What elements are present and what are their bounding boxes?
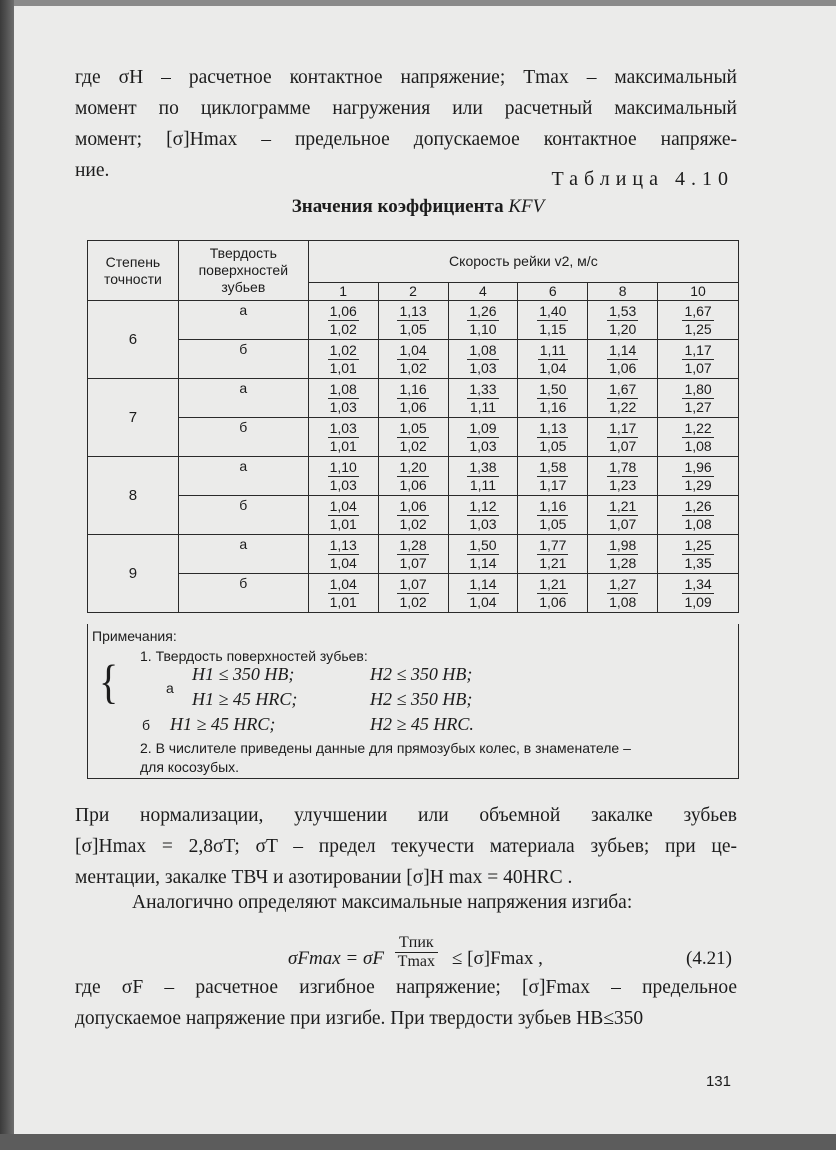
numerator-value: 1,16 xyxy=(539,497,567,514)
value-cell xyxy=(308,496,378,535)
notes-item-2-line2: для косозубых. xyxy=(140,759,240,775)
hardness-cell: б xyxy=(178,574,308,613)
numerator-value: 1,53 xyxy=(609,302,637,319)
denominator-value: 1,21 xyxy=(539,554,567,571)
kfv-table xyxy=(87,240,739,613)
value-cell xyxy=(518,535,588,574)
table-row xyxy=(88,418,739,457)
numerator-value: 1,38 xyxy=(469,458,497,475)
denominator-value: 1,02 xyxy=(399,359,427,376)
value-cell xyxy=(378,496,448,535)
formula-a2-right: H2 ≤ 350 HB; xyxy=(370,689,473,709)
numerator-value: 1,17 xyxy=(684,341,712,358)
value-cell xyxy=(658,457,739,496)
value-cell xyxy=(308,340,378,379)
denominator-value: 1,02 xyxy=(399,515,427,532)
fraction-denominator: Tmax xyxy=(397,953,435,970)
numerator-value: 1,67 xyxy=(684,302,712,319)
numerator-value: 1,02 xyxy=(329,341,357,358)
denominator-value: 1,05 xyxy=(539,437,567,454)
value-cell xyxy=(378,418,448,457)
denominator-value: 1,08 xyxy=(609,593,637,610)
formula-a1-left: H1 ≤ 350 HB; xyxy=(192,664,295,684)
text-line: где σH – расчетное контактное напряжение; Tmax – максимальный xyxy=(75,67,737,88)
denominator-value: 1,03 xyxy=(329,398,357,415)
denominator-value: 1,11 xyxy=(469,476,497,493)
numerator-value: 1,22 xyxy=(684,419,712,436)
denominator-value: 1,20 xyxy=(609,320,637,337)
numerator-value: 1,40 xyxy=(539,302,567,319)
value-cell xyxy=(378,457,448,496)
denominator-value: 1,03 xyxy=(469,437,497,454)
value-cell xyxy=(588,574,658,613)
value-cell xyxy=(308,457,378,496)
denominator-value: 1,25 xyxy=(684,320,712,337)
degree-cell: 7 xyxy=(88,379,179,457)
denominator-value: 1,09 xyxy=(684,593,712,610)
denominator-value: 1,14 xyxy=(469,554,497,571)
numerator-value: 1,77 xyxy=(539,536,567,553)
numerator-value: 1,04 xyxy=(399,341,427,358)
hardness-cell: б xyxy=(178,496,308,535)
equation-fraction xyxy=(395,934,438,971)
denominator-value: 1,02 xyxy=(329,320,357,337)
value-cell xyxy=(308,574,378,613)
paragraph-4 xyxy=(75,972,737,1034)
table-title-text: Значения коэффициента xyxy=(291,196,504,217)
numerator-value: 1,13 xyxy=(539,419,567,436)
numerator-value: 1,05 xyxy=(399,419,427,436)
numerator-value: 1,78 xyxy=(609,458,637,475)
degree-cell: 9 xyxy=(88,535,179,613)
value-cell xyxy=(448,457,518,496)
hardness-cell: а xyxy=(178,457,308,496)
value-cell xyxy=(448,496,518,535)
value-cell xyxy=(378,379,448,418)
denominator-value: 1,03 xyxy=(469,515,497,532)
equation-rhs: ≤ [σ]Fmax , xyxy=(452,948,543,969)
numerator-value: 1,11 xyxy=(539,341,566,358)
numerator-value: 1,34 xyxy=(684,575,712,592)
denominator-value: 1,10 xyxy=(469,320,497,337)
value-cell xyxy=(308,301,378,340)
value-cell xyxy=(658,301,739,340)
value-cell xyxy=(658,418,739,457)
numerator-value: 1,28 xyxy=(399,536,427,553)
numerator-value: 1,25 xyxy=(684,536,712,553)
value-cell xyxy=(308,418,378,457)
denominator-value: 1,04 xyxy=(469,593,497,610)
brace-icon: { xyxy=(99,654,119,709)
table-notes xyxy=(87,624,739,779)
numerator-value: 1,16 xyxy=(399,380,427,397)
degree-cell: 6 xyxy=(88,301,179,379)
table-label: Таблица 4.10 xyxy=(551,168,734,190)
numerator-value: 1,50 xyxy=(469,536,497,553)
header-hardness: Твердость поверхностей зубьев xyxy=(178,241,308,301)
denominator-value: 1,06 xyxy=(609,359,637,376)
value-cell xyxy=(518,457,588,496)
value-cell xyxy=(588,535,658,574)
paragraph-2 xyxy=(75,800,737,893)
speed-header: 6 xyxy=(518,283,588,301)
denominator-value: 1,11 xyxy=(469,398,497,415)
value-cell xyxy=(448,301,518,340)
denominator-value: 1,08 xyxy=(684,437,712,454)
hardness-cell: б xyxy=(178,340,308,379)
value-cell xyxy=(518,301,588,340)
table-row xyxy=(88,496,739,535)
denominator-value: 1,01 xyxy=(329,593,357,610)
speed-header: 10 xyxy=(658,283,739,301)
denominator-value: 1,01 xyxy=(329,437,357,454)
denominator-value: 1,28 xyxy=(609,554,637,571)
numerator-value: 1,80 xyxy=(684,380,712,397)
numerator-value: 1,12 xyxy=(469,497,497,514)
denominator-value: 1,07 xyxy=(609,515,637,532)
numerator-value: 1,20 xyxy=(399,458,427,475)
hardness-cell: а xyxy=(178,301,308,340)
denominator-value: 1,06 xyxy=(539,593,567,610)
denominator-value: 1,03 xyxy=(469,359,497,376)
numerator-value: 1,07 xyxy=(399,575,427,592)
table-row xyxy=(88,340,739,379)
speed-header: 4 xyxy=(448,283,518,301)
text-line: ментации, закалке ТВЧ и азотировании [σ]H max = 40HRC . xyxy=(75,867,573,888)
numerator-value: 1,13 xyxy=(329,536,357,553)
numerator-value: 1,27 xyxy=(609,575,637,592)
value-cell xyxy=(378,340,448,379)
denominator-value: 1,23 xyxy=(609,476,637,493)
denominator-value: 1,22 xyxy=(609,398,637,415)
table-row xyxy=(88,301,739,340)
denominator-value: 1,07 xyxy=(399,554,427,571)
value-cell xyxy=(588,340,658,379)
numerator-value: 1,26 xyxy=(469,302,497,319)
value-cell xyxy=(518,574,588,613)
text-line: [σ]Hmax = 2,8σT; σT – предел текучести материала зубьев; при це- xyxy=(75,836,737,857)
value-cell xyxy=(658,496,739,535)
formula-a1-right: H2 ≤ 350 HB; xyxy=(370,664,473,684)
denominator-value: 1,01 xyxy=(329,515,357,532)
table-row xyxy=(88,574,739,613)
value-cell xyxy=(518,340,588,379)
numerator-value: 1,03 xyxy=(329,419,357,436)
denominator-value: 1,06 xyxy=(399,476,427,493)
fraction-numerator: Tпик xyxy=(395,934,438,953)
denominator-value: 1,07 xyxy=(684,359,712,376)
value-cell xyxy=(378,301,448,340)
notes-item-2-line1: 2. В числителе приведены данные для прямозубых колес, в знаменателе – xyxy=(140,740,631,756)
value-cell xyxy=(658,379,739,418)
denominator-value: 1,04 xyxy=(539,359,567,376)
formula-b-left: H1 ≥ 45 HRC; xyxy=(170,714,276,734)
formula-b-right: H2 ≥ 45 HRC. xyxy=(370,714,474,734)
hardness-cell: а xyxy=(178,535,308,574)
numerator-value: 1,14 xyxy=(469,575,497,592)
table-row xyxy=(88,535,739,574)
notes-b-label: б xyxy=(142,717,151,733)
page-number: 131 xyxy=(705,1073,731,1090)
equation-number: (4.21) xyxy=(686,948,732,969)
speed-header: 8 xyxy=(588,283,658,301)
numerator-value: 1,21 xyxy=(609,497,637,514)
denominator-value: 1,07 xyxy=(609,437,637,454)
denominator-value: 1,06 xyxy=(399,398,427,415)
numerator-value: 1,09 xyxy=(469,419,497,436)
text-line: При нормализации, улучшении или объемной закалке зубьев xyxy=(75,805,737,826)
value-cell xyxy=(518,379,588,418)
numerator-value: 1,04 xyxy=(329,497,357,514)
hardness-cell: а xyxy=(178,379,308,418)
table-title-symbol: KFV xyxy=(508,196,545,217)
text-line: допускаемое напряжение при изгибе. При твердости зубьев HB≤350 xyxy=(75,1008,644,1029)
value-cell xyxy=(448,379,518,418)
numerator-value: 1,96 xyxy=(684,458,712,475)
header-speed: Скорость рейки v2, м/с xyxy=(308,241,738,283)
denominator-value: 1,05 xyxy=(539,515,567,532)
denominator-value: 1,04 xyxy=(329,554,357,571)
value-cell xyxy=(448,418,518,457)
value-cell xyxy=(658,574,739,613)
kfv-table-body xyxy=(88,301,739,613)
value-cell xyxy=(378,574,448,613)
denominator-value: 1,16 xyxy=(539,398,567,415)
header-degree: Степень точности xyxy=(88,241,179,301)
notes-a-label: а xyxy=(166,680,174,696)
denominator-value: 1,02 xyxy=(399,593,427,610)
value-cell xyxy=(588,457,658,496)
speed-header: 2 xyxy=(378,283,448,301)
numerator-value: 1,26 xyxy=(684,497,712,514)
denominator-value: 1,08 xyxy=(684,515,712,532)
numerator-value: 1,58 xyxy=(539,458,567,475)
denominator-value: 1,35 xyxy=(684,554,712,571)
table-title xyxy=(0,196,836,218)
denominator-value: 1,29 xyxy=(684,476,712,493)
numerator-value: 1,33 xyxy=(469,380,497,397)
value-cell xyxy=(658,340,739,379)
numerator-value: 1,50 xyxy=(539,380,567,397)
value-cell xyxy=(588,418,658,457)
value-cell xyxy=(518,496,588,535)
denominator-value: 1,02 xyxy=(399,437,427,454)
denominator-value: 1,15 xyxy=(539,320,567,337)
numerator-value: 1,08 xyxy=(469,341,497,358)
numerator-value: 1,10 xyxy=(329,458,357,475)
denominator-value: 1,17 xyxy=(539,476,567,493)
value-cell xyxy=(588,301,658,340)
degree-cell: 8 xyxy=(88,457,179,535)
formula-a2-left: H1 ≥ 45 HRC; xyxy=(192,689,298,709)
denominator-value: 1,03 xyxy=(329,476,357,493)
value-cell xyxy=(448,340,518,379)
numerator-value: 1,06 xyxy=(399,497,427,514)
numerator-value: 1,98 xyxy=(609,536,637,553)
equation-lhs: σFmax = σF xyxy=(288,948,384,969)
denominator-value: 1,05 xyxy=(399,320,427,337)
table-row xyxy=(88,457,739,496)
denominator-value: 1,27 xyxy=(684,398,712,415)
value-cell xyxy=(448,574,518,613)
denominator-value: 1,01 xyxy=(329,359,357,376)
notes-heading: Примечания: xyxy=(92,628,177,644)
value-cell xyxy=(658,535,739,574)
value-cell xyxy=(588,379,658,418)
value-cell xyxy=(308,535,378,574)
numerator-value: 1,21 xyxy=(539,575,567,592)
value-cell xyxy=(378,535,448,574)
text-line: где σF – расчетное изгибное напряжение; [σ]Fmax – предельное xyxy=(75,977,737,998)
numerator-value: 1,08 xyxy=(329,380,357,397)
page-bottom-shadow xyxy=(0,1134,836,1150)
numerator-value: 1,13 xyxy=(399,302,427,319)
numerator-value: 1,06 xyxy=(329,302,357,319)
text-line: момент по циклограмме нагружения или расчетный максимальный xyxy=(75,98,737,119)
text-line: момент; [σ]Hmax – предельное допускаемое контактное напряже- xyxy=(75,129,737,150)
notes-item-1: 1. Твердость поверхностей зубьев: xyxy=(140,648,368,664)
hardness-cell: б xyxy=(178,418,308,457)
text-line: ние. xyxy=(75,160,110,181)
paragraph-3: Аналогично определяют максимальные напряжения изгиба: xyxy=(132,892,633,913)
speed-header: 1 xyxy=(308,283,378,301)
value-cell xyxy=(308,379,378,418)
numerator-value: 1,14 xyxy=(609,341,637,358)
value-cell xyxy=(588,496,658,535)
value-cell xyxy=(448,535,518,574)
value-cell xyxy=(518,418,588,457)
numerator-value: 1,04 xyxy=(329,575,357,592)
numerator-value: 1,67 xyxy=(609,380,637,397)
numerator-value: 1,17 xyxy=(609,419,637,436)
table-row xyxy=(88,379,739,418)
